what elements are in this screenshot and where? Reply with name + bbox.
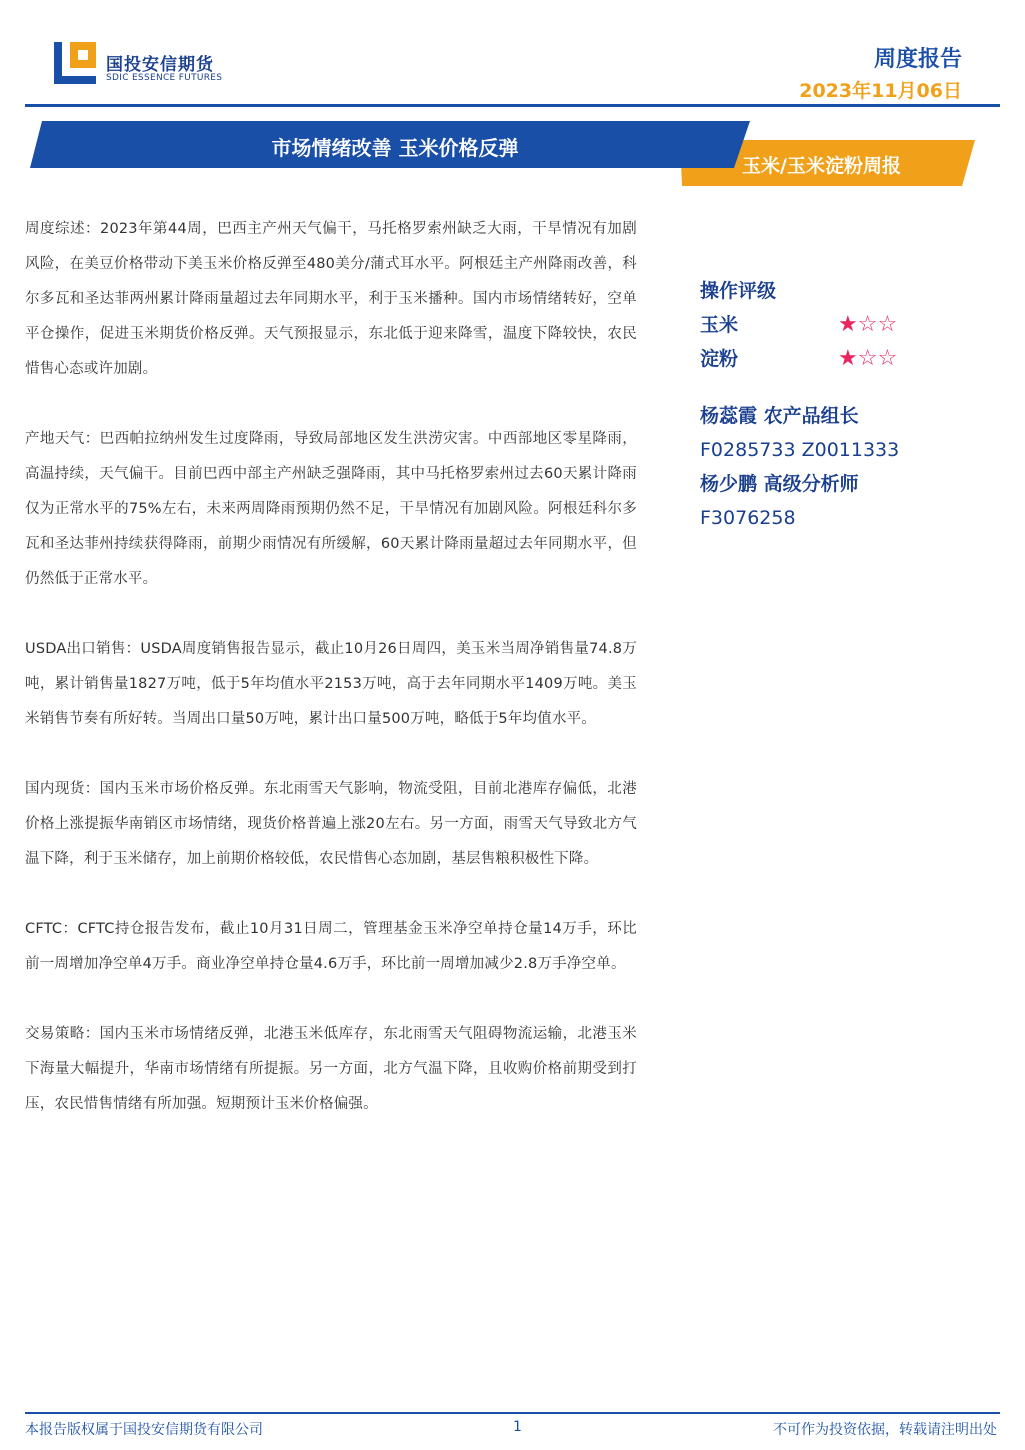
paragraph-usda-export: USDA出口销售：USDA周度销售报告显示，截止10月26日周四，美玉米当周净销售量74.8万吨，累计销售量1827万吨，低于5年均值水平2153万吨，高于去年同期水平1409万吨。美玉米销售节奏有所好转。当周出口量50万吨，累计出口量500万吨，略低于5年均值水平。 — [25, 641, 637, 727]
rating-row-starch — [700, 342, 960, 376]
footer-copyright: 本报告版权属于国投安信期货有限公司 — [25, 1422, 263, 1438]
rating-label: 玉米 — [700, 314, 739, 336]
company-logo-icon — [54, 42, 96, 84]
analyst-name: 杨少鹏 高级分析师 — [700, 473, 859, 495]
rating-label: 淀粉 — [700, 348, 739, 370]
page-number: 1 — [513, 1419, 522, 1435]
paragraph-strategy: 交易策略：国内玉米市场情绪反弹，北港玉米低库存，东北雨雪天气阻碍物流运输，北港玉米下海量大幅提升，华南市场情绪有所提振。另一方面，北方气温下降，且收购价格前期受到打压，农民惜售情绪有所加强。短期预计玉米价格偏强。 — [25, 1026, 637, 1112]
report-date: 2023年11月06日 — [799, 80, 962, 102]
analyst-license: F3076258 — [700, 507, 796, 529]
report-type: 周度报告 — [873, 47, 962, 72]
paragraph-weekly-summary: 周度综述：2023年第44周，巴西主产州天气偏干，马托格罗索州缺乏大雨，干旱情况有加剧风险，在美豆价格带动下美玉米价格反弹至480美分/蒲式耳水平。阿根廷主产州降雨改善，科尔多瓦和圣达菲两州累计降雨量超过去年同期水平，利于玉米播种。国内市场情绪转好，空单平仓操作，促进玉米期货价格反弹。天气预报显示，东北低于迎来降雪，温度下降较快，农民惜售心态或许加剧。 — [25, 221, 637, 377]
rating-row-corn — [700, 308, 960, 342]
analyst-name: 杨蕊霞 农产品组长 — [700, 405, 859, 427]
star-rating-icon: ★☆☆ — [838, 312, 898, 337]
analyst-license: F0285733 Z0011333 — [700, 439, 900, 461]
sidebar — [700, 274, 960, 535]
company-name-cn: 国投安信期货 — [106, 55, 214, 75]
footer-disclaimer: 不可作为投资依据，转载请注明出处 — [773, 1422, 997, 1438]
report-title: 市场情绪改善 玉米价格反弹 — [271, 136, 519, 160]
paragraph-weather: 产地天气：巴西帕拉纳州发生过度降雨，导致局部地区发生洪涝灾害。中西部地区零星降雨，高温持续，天气偏干。目前巴西中部主产州缺乏强降雨，其中马托格罗索州过去60天累计降雨仅为正常水平的75%左右，未来两周降雨预期仍然不足，干旱情况有加剧风险。阿根廷科尔多瓦和圣达菲州持续获得降雨，前期少雨情况有所缓解，60天累计降雨量超过去年同期水平，但仍然低于正常水平。 — [25, 431, 637, 587]
paragraph-domestic-spot: 国内现货：国内玉米市场价格反弹。东北雨雪天气影响，物流受阻，目前北港库存偏低，北港价格上涨提振华南销区市场情绪，现货价格普遍上涨20左右。另一方面，雨雪天气导致北方气温下降，利于玉米储存，加上前期价格较低，农民惜售心态加剧，基层售粮积极性下降。 — [25, 781, 637, 867]
company-name-en: SDIC ESSENCE FUTURES — [106, 73, 223, 83]
star-rating-icon: ★☆☆ — [838, 346, 898, 371]
rating-heading: 操作评级 — [700, 280, 777, 302]
report-series: 玉米/玉米淀粉周报 — [742, 155, 901, 177]
footer-divider — [25, 1412, 1000, 1414]
paragraph-cftc: CFTC：CFTC持仓报告发布，截止10月31日周二，管理基金玉米净空单持仓量14万手，环比前一周增加净空单4万手。商业净空单持仓量4.6万手，环比前一周增加减少2.8万手净空单。 — [25, 921, 637, 972]
report-body — [25, 212, 637, 1157]
header-divider — [25, 104, 1000, 107]
